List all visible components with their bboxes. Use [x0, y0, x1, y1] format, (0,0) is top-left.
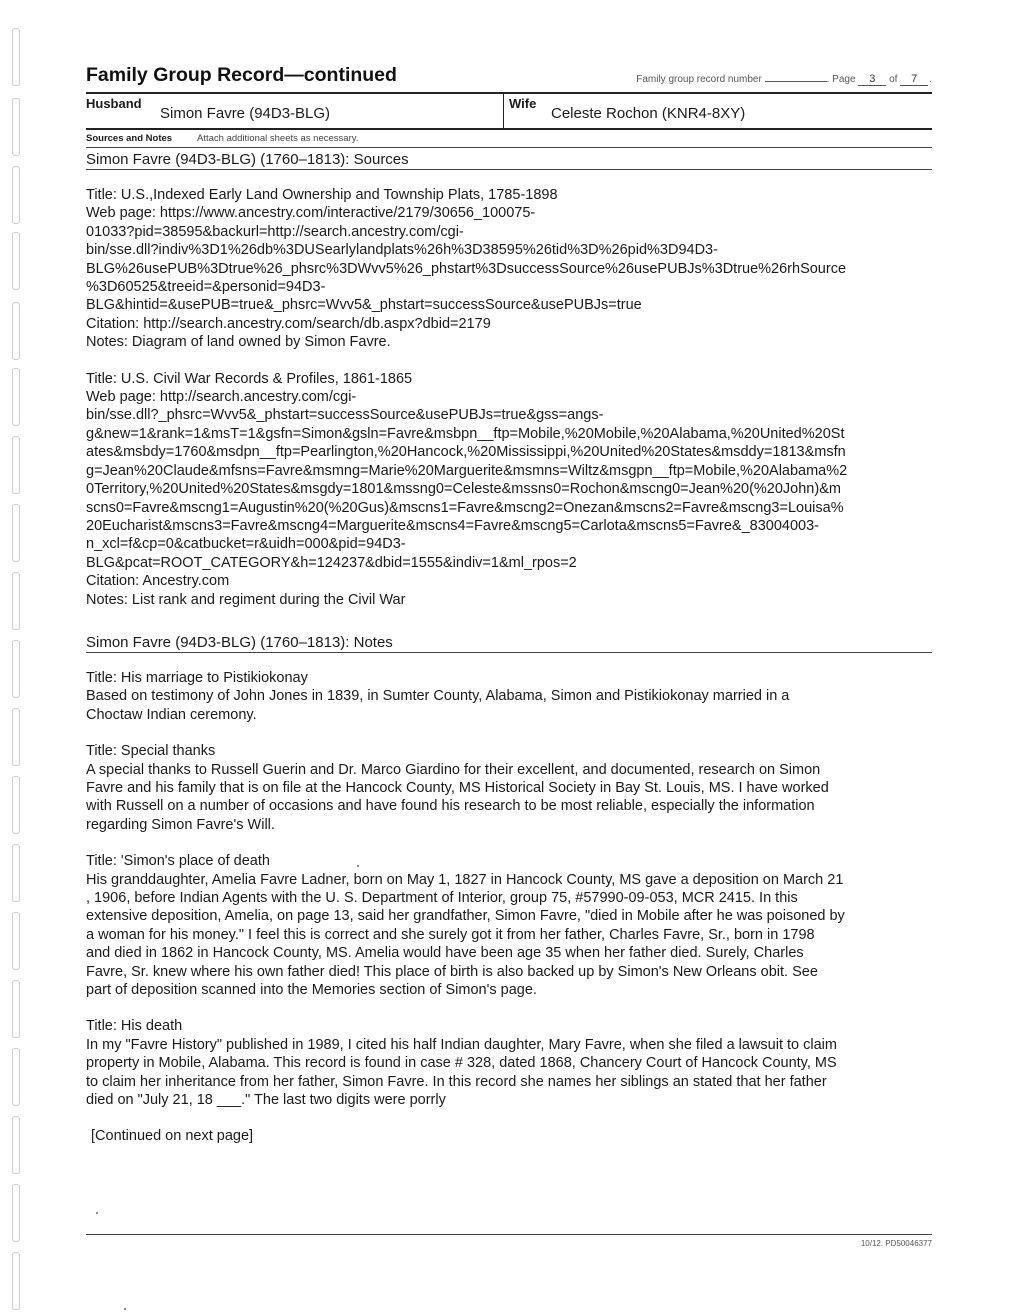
record-number-area — [636, 72, 932, 86]
note-line: and died in 1862 in Hancock County, MS. Amelia would have been age 35 when her father died. Surely, Charles — [86, 945, 804, 962]
punch-hole — [12, 436, 20, 494]
spouse-divider — [503, 94, 504, 128]
form-title: Family Group Record—continued — [86, 64, 397, 86]
note-line: Favre, Sr. knew where his own father died! This place of birth is also backed up by Simon's New Orleans obit. See — [86, 963, 818, 980]
total-pages: 7 — [900, 73, 928, 86]
source-web-line: BLG&hintid=&usePUB=true&_phsrc=Wvv5&_phstart=successSource&usePUBJs=true — [86, 297, 642, 314]
husband-label: Husband — [86, 96, 142, 111]
note-line: a woman for his money." I feel this is correct and she surely got it from her father, Charles Favre, Sr., born in 1798 — [86, 926, 815, 943]
footer-rule — [86, 1234, 932, 1235]
footer-form-code: 10/12. PD50046377 — [860, 1239, 932, 1248]
source-citation: Citation: http://search.ancestry.com/search/db.aspx?dbid=2179 — [86, 315, 491, 332]
note-line: His granddaughter, Amelia Favre Ladner, born on May 1, 1827 in Hancock County, MS gave a deposition on March 21 — [86, 871, 844, 888]
sources-heading: Simon Favre (94D3-BLG) (1760–1813): Sources — [86, 148, 932, 170]
punch-hole — [12, 640, 20, 698]
note-line: with Russell on a number of occasions and have found his research to be most reliable, especially the information — [86, 798, 815, 815]
note-line: A special thanks to Russell Guerin and Dr. Marco Giardino for their excellent, and documented, research on Simon — [86, 761, 821, 778]
source-web-line: 20Eucharist&mscns3=Favre&mscng4=Marguerite&mscns4=Favre&mscng5=Carlota&mscns5=Favre&_83004003- — [86, 517, 820, 534]
sources-and-notes-row — [86, 130, 932, 147]
source-web-line: bin/sse.dll?indiv%3D1%26db%3DUSearlylandplats%26h%3D38595%26tid%3D%26pid%3D94D3- — [86, 242, 718, 259]
of-label: of — [889, 74, 898, 85]
source-web-line: scns0=Favre&mscng1=Augustin%20(%20Gus)&mscns1=Favre&mscng2=Onezan&mscns2=Favre&mscng3=Louisa% — [86, 499, 844, 516]
source-notes: Notes: List rank and regiment during the Civil War — [86, 591, 406, 608]
wife-label: Wife — [509, 96, 537, 111]
record-number-label: Family group record number — [636, 74, 762, 85]
punch-hole — [12, 302, 20, 360]
punch-hole — [12, 1252, 20, 1310]
note-entry — [86, 669, 932, 724]
note-entry — [86, 852, 932, 999]
source-notes: Notes: Diagram of land owned by Simon Favre. — [86, 334, 391, 351]
note-title: Title: His marriage to Pistikiokonay — [86, 669, 308, 686]
punch-hole — [12, 28, 20, 86]
source-web-line: ates&msbdy=1760&msdpn__ftp=Pearlington,%20Hancock,%20Mississippi,%20United%20States&msddy=1813&msfn — [86, 444, 846, 461]
source-web-line: bin/sse.dll?_phsrc=Wvv5&_phstart=successSource&usePUBJs=true&gss=angs- — [86, 407, 604, 424]
punch-hole — [12, 232, 20, 290]
sources-list — [86, 186, 932, 609]
source-title: Title: U.S. Civil War Records & Profiles, 1861-1865 — [86, 370, 413, 387]
source-web-line: BLG%26usePUB%3Dtrue%26_phsrc%3DWvv5%26_phstart%3DsuccessSource%26usePUBJs%3Dtrue%26rhSource — [86, 260, 847, 277]
punch-hole — [12, 1184, 20, 1242]
trailing-dot: . — [929, 74, 932, 85]
source-web-line: n_xcl=f&cp=0&catbucket=r&uidh=000&pid=94D3- — [86, 536, 406, 553]
punch-hole — [12, 708, 20, 766]
note-line: regarding Simon Favre's Will. — [86, 816, 275, 833]
page-label: . Page — [826, 74, 856, 85]
punch-hole — [12, 776, 20, 834]
source-web-line: BLG&pcat=ROOT_CATEGORY&h=124237&dbid=1555&indiv=1&ml_rpos=2 — [86, 554, 577, 571]
source-entry — [86, 370, 932, 609]
note-line: Choctaw Indian ceremony. — [86, 706, 257, 723]
source-web-line: Web page: http://search.ancestry.com/cgi- — [86, 389, 357, 406]
scan-speck — [124, 1308, 126, 1310]
punch-hole — [12, 1048, 20, 1106]
note-line: part of deposition scanned into the Memories section of Simon's page. — [86, 982, 537, 999]
note-title: Title: Special thanks — [86, 743, 216, 760]
binder-margin — [8, 0, 42, 1315]
punch-hole — [12, 1116, 20, 1174]
source-entry — [86, 186, 932, 352]
note-entry — [86, 742, 932, 834]
note-line: , 1906, before Indian Agents with the U. S. Department of Interior, group 75, #57990-09-053, MCR 2415. In this — [86, 890, 798, 906]
source-web-line: %3D60525&treeid=&personid=94D3- — [86, 279, 326, 296]
sources-notes-instruction: Attach additional sheets as necessary. — [197, 133, 359, 144]
source-web-line: Web page: https://www.ancestry.com/interactive/2179/30656_100075- — [86, 205, 536, 222]
punch-hole — [12, 912, 20, 970]
source-web-line: g=Jean%20Claude&mfsns=Favre&msmng=Marie%20Marguerite&msmns=Wiltz&msgpn__ftp=Mobile,%20Alabama%2 — [86, 462, 848, 479]
note-title: Title: His death — [86, 1018, 183, 1035]
note-line: extensive deposition, Amelia, on page 13, said her grandfather, Simon Favre, "died in Mobile after he was poisoned by — [86, 908, 845, 925]
note-entry — [86, 1017, 932, 1109]
punch-hole — [12, 572, 20, 630]
notes-heading: Simon Favre (94D3-BLG) (1760–1813): Notes — [86, 631, 932, 653]
page-number: 3 — [858, 73, 886, 86]
note-line: Favre and his family that is on file at the Hancock County, MS Historical Society in Bay St. Louis, MS. I have worked — [86, 779, 829, 796]
husband-name: Simon Favre (94D3-BLG) — [160, 105, 331, 122]
note-title: Title: 'Simon's place of death — [86, 853, 270, 870]
sources-notes-label: Sources and Notes — [86, 133, 173, 144]
notes-list — [86, 669, 932, 1146]
punch-hole — [12, 980, 20, 1038]
punch-hole — [12, 368, 20, 426]
continued-note: [Continued on next page] — [91, 1128, 254, 1145]
scan-speck — [357, 865, 359, 867]
punch-hole — [12, 166, 20, 224]
source-citation: Citation: Ancestry.com — [86, 573, 230, 590]
punch-hole — [12, 504, 20, 562]
punch-hole — [12, 98, 20, 156]
note-line: Based on testimony of John Jones in 1839, in Sumter County, Alabama, Simon and Pistikiokonay married in a — [86, 688, 790, 705]
source-title: Title: U.S.,Indexed Early Land Ownership and Township Plats, 1785-1898 — [86, 187, 558, 203]
source-web-line: g&new=1&rank=1&msT=1&gsfn=Simon&gsln=Favre&msbpn__ftp=Mobile,%20Mobile,%20Alabama,%20United%20St — [86, 425, 845, 442]
wife-name: Celeste Rochon (KNR4-8XY) — [551, 105, 746, 122]
note-line: In my "Favre History" published in 1989, I cited his half Indian daughter, Mary Favre, when she filed a lawsuit to claim — [86, 1036, 837, 1053]
record-number-blank — [765, 72, 827, 82]
source-web-line: 0Territory,%20United%20States&msgdy=1801&mssng0=Celeste&mssns0=Rochon&mscng0=Jean%20(%20John)&m — [86, 481, 841, 498]
source-web-line: 01033?pid=38595&backurl=http://search.ancestry.com/cgi- — [86, 223, 464, 240]
punch-hole — [12, 844, 20, 902]
note-line: died on "July 21, 18 ___." The last two digits were porrly — [86, 1092, 446, 1109]
note-line: property in Mobile, Alabama. This record is found in case # 328, dated 1868, Chancery Court of Hancock County, MS — [86, 1055, 837, 1072]
spouse-row — [86, 94, 932, 128]
form-header — [86, 60, 932, 92]
family-group-record-page — [86, 60, 932, 1146]
scan-speck — [96, 1212, 98, 1214]
note-line: to claim her inheritance from her father, Simon Favre. In this record she names her siblings an stated that her father — [86, 1073, 827, 1090]
